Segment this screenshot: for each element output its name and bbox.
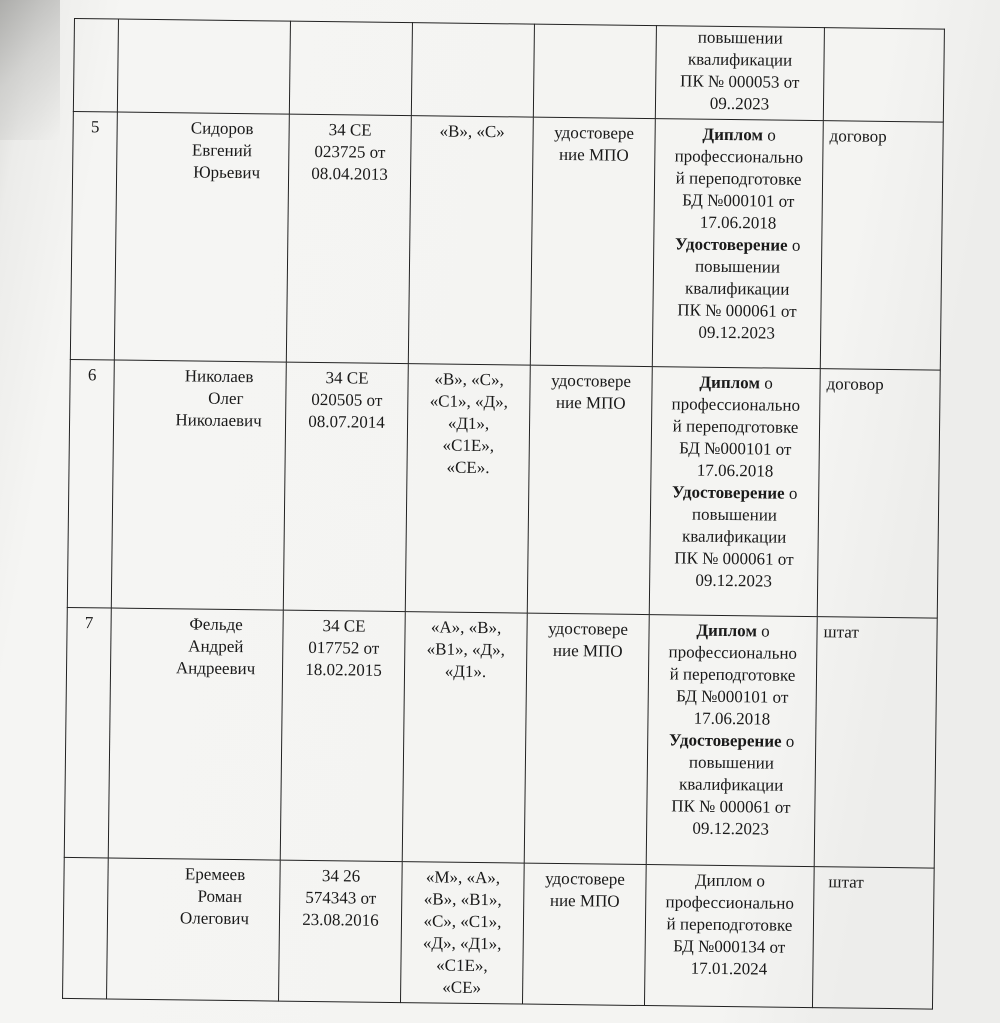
qual-text: о <box>784 483 798 503</box>
cell-num <box>73 19 118 113</box>
license-line: 34 СЕ <box>325 368 369 388</box>
name-line: Николаевич <box>175 410 262 431</box>
qual-line: ПК № 000053 от <box>680 71 800 92</box>
category-line: «С», «С1», <box>423 911 502 932</box>
category-line: «СЕ». <box>446 457 490 478</box>
cell-num: 5 <box>70 111 117 360</box>
qual-line: профессионально <box>674 146 804 167</box>
document-line: ние МПО <box>552 640 623 661</box>
cell-categories <box>408 116 533 365</box>
qual-line: БД №000101 от <box>682 190 795 211</box>
table-row <box>67 359 940 618</box>
license-line: 18.02.2015 <box>305 659 382 680</box>
certificate-label: Удостоверение <box>671 482 785 503</box>
category-line: «СЕ» <box>442 977 482 998</box>
cell-num: 6 <box>67 359 114 608</box>
qual-line: БД №000134 от <box>673 936 786 957</box>
document-line: ние МПО <box>558 144 629 165</box>
license-line: 08.04.2013 <box>311 163 388 184</box>
qual-line: квалификации <box>684 278 790 299</box>
cell-qualification <box>652 119 823 369</box>
qual-line: 09..2023 <box>709 93 770 114</box>
name-line: Роман <box>197 886 243 907</box>
cell-categories <box>402 612 527 863</box>
qual-line: 09.12.2023 <box>698 322 776 343</box>
qual-line: повышении <box>697 27 783 48</box>
document-line: удостовере <box>545 868 626 889</box>
cell-categories <box>411 23 534 117</box>
cell-qualification <box>649 367 820 617</box>
cell-employment: договор <box>820 121 943 370</box>
diploma-label: Диплом <box>702 124 764 145</box>
qual-line: повышении <box>691 504 778 525</box>
cell-license <box>280 610 405 861</box>
page-shadow <box>0 0 60 140</box>
name-line: Андреевич <box>175 658 256 679</box>
qual-line: 17.06.2018 <box>699 212 777 233</box>
category-line: «В», «С» <box>439 121 505 142</box>
cell-document <box>522 863 646 1005</box>
qual-text: о <box>756 621 770 641</box>
qual-line: Диплом о <box>694 870 766 891</box>
qual-line: 09.12.2023 <box>695 570 773 591</box>
name-line: Сидоров <box>190 118 254 139</box>
qual-line: профессионально <box>665 892 795 913</box>
license-line: 08.07.2014 <box>308 411 385 432</box>
license-line: 023725 от <box>314 141 386 162</box>
cell-document <box>530 117 655 366</box>
qual-text: о <box>759 373 773 393</box>
table-row <box>70 111 943 370</box>
name-line: Еремеев <box>184 864 246 885</box>
qual-line: 17.06.2018 <box>693 708 771 729</box>
license-line: 574343 от <box>305 887 377 908</box>
diploma-label: Диплом <box>696 620 758 641</box>
name-line: Евгений <box>191 140 253 161</box>
qual-line: 17.06.2018 <box>696 460 774 481</box>
diploma-label: Диплом <box>699 372 761 393</box>
qual-line: й переподготовке <box>669 664 796 685</box>
cell-name <box>117 19 290 114</box>
name-line: Андрей <box>188 636 244 657</box>
name-line: Юрьевич <box>193 162 261 183</box>
cell-num: 7 <box>64 607 111 858</box>
certificate-label: Удостоверение <box>675 234 788 255</box>
category-line: «Д», «Д1», <box>422 933 502 954</box>
cell-categories <box>400 862 524 1004</box>
qual-line: 09.12.2023 <box>692 818 770 839</box>
cell-license <box>289 21 412 115</box>
category-line: «В», «В1», <box>423 889 502 910</box>
qual-line: ПК № 000061 от <box>677 300 797 321</box>
category-line: «Д1». <box>444 661 487 682</box>
category-line: «С1Е», <box>442 435 495 456</box>
cell-categories <box>405 364 530 613</box>
qual-line: ПК № 000061 от <box>674 548 794 569</box>
license-line: 020505 от <box>311 389 383 410</box>
cell-qualification <box>646 615 817 867</box>
cell-name <box>114 112 289 362</box>
qual-text: о <box>762 125 776 145</box>
license-line: 34 26 <box>321 866 361 886</box>
qual-line: профессионально <box>671 394 801 415</box>
qual-line: квалификации <box>687 49 793 70</box>
document-line: удостовере <box>554 122 635 143</box>
cell-document <box>527 365 652 614</box>
cell-employment <box>823 28 944 122</box>
table-row <box>63 857 935 1009</box>
cell-employment: договор <box>817 369 940 618</box>
qual-line: й переподготовке <box>675 168 802 189</box>
cell-employment: штат <box>814 617 937 868</box>
name-line: Фельде <box>189 614 243 635</box>
document-line: ние МПО <box>555 392 626 413</box>
license-line: 017752 от <box>308 637 380 658</box>
category-line: «Д1», <box>447 413 490 434</box>
category-line: «В1», «Д», <box>426 639 506 660</box>
cell-name <box>107 858 281 1001</box>
qual-line: повышении <box>694 256 781 277</box>
cell-qualification <box>655 26 824 121</box>
document-line: ние МПО <box>549 890 620 911</box>
category-line: «М», «А», <box>425 867 501 888</box>
qual-text: о <box>781 731 795 751</box>
cell-license <box>279 860 403 1002</box>
category-line: «С1», «Д», <box>429 391 509 412</box>
qual-line: БД №000101 от <box>679 438 792 459</box>
staff-table <box>62 18 945 1010</box>
qual-line: БД №000101 от <box>676 686 789 707</box>
cell-employment: штат <box>812 867 934 1009</box>
cell-num <box>63 857 109 999</box>
qual-line: 17.01.2024 <box>690 958 768 979</box>
qual-line: й переподготовке <box>672 416 799 437</box>
cell-document <box>533 24 656 118</box>
qual-line: квалификации <box>681 526 787 547</box>
certificate-label: Удостоверение <box>668 730 782 751</box>
name-line: Олег <box>208 388 244 409</box>
license-line: 34 СЕ <box>328 120 372 140</box>
cell-license <box>283 362 408 611</box>
document-line: удостовере <box>551 370 632 391</box>
table-row <box>64 607 937 868</box>
qual-line: повышении <box>688 752 775 773</box>
category-line: «В», «С», <box>434 369 504 390</box>
category-line: «А», «В», <box>430 617 502 638</box>
qual-line: ПК № 000061 от <box>671 796 791 817</box>
cell-license <box>286 114 411 363</box>
table-row-continued <box>73 19 944 123</box>
qual-line: квалификации <box>678 774 784 795</box>
cell-qualification <box>644 865 814 1008</box>
qual-line: й переподготовке <box>666 914 793 935</box>
name-line: Олегович <box>179 908 250 929</box>
cell-name <box>111 360 286 610</box>
license-line: 34 СЕ <box>322 616 366 636</box>
document-line: удостовере <box>548 618 629 639</box>
license-line: 23.08.2016 <box>302 909 379 930</box>
qual-text: о <box>787 235 801 255</box>
cell-document <box>524 613 649 864</box>
qual-line: профессионально <box>668 642 798 663</box>
category-line: «С1Е», <box>436 955 488 976</box>
cell-name <box>108 608 283 860</box>
name-line: Николаев <box>184 366 254 387</box>
